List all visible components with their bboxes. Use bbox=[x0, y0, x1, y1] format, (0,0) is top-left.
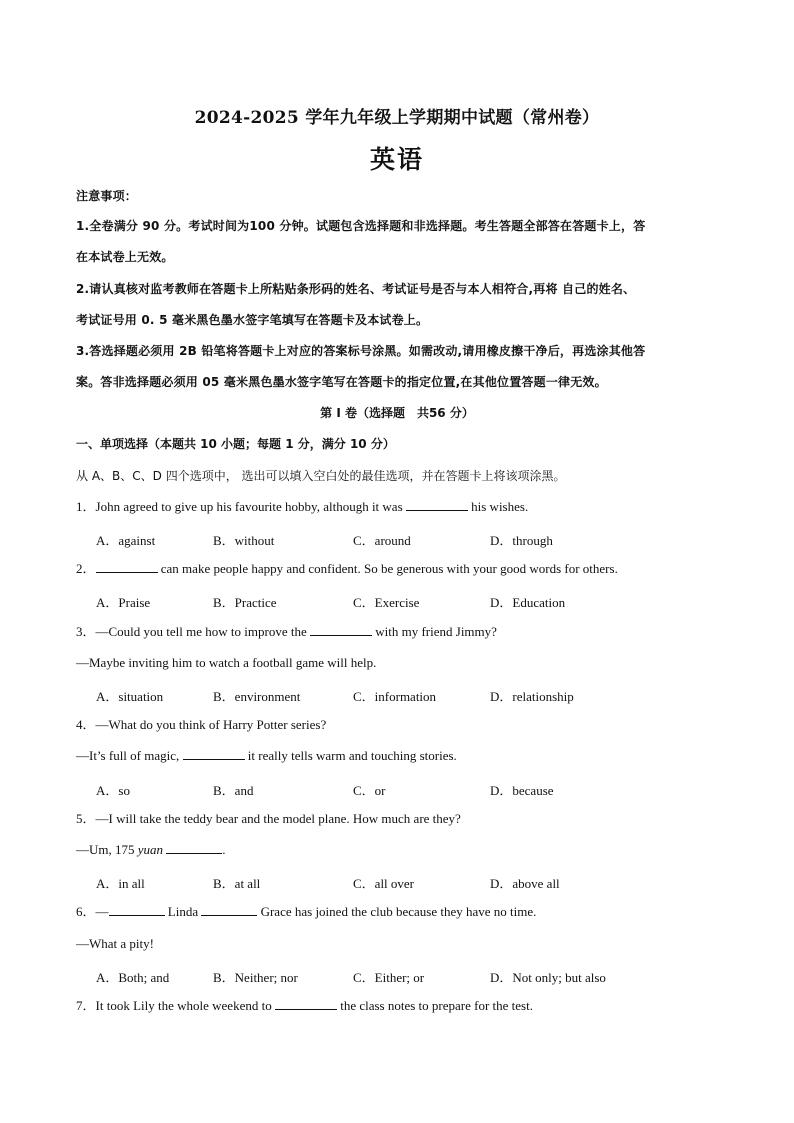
answer-blank bbox=[183, 748, 245, 760]
option-d: D．through bbox=[490, 533, 553, 548]
question-5 bbox=[76, 811, 726, 827]
question-number: 3． bbox=[76, 624, 96, 639]
option-a: A．situation bbox=[96, 689, 164, 704]
option-c: C．Exercise bbox=[353, 595, 420, 610]
question-text: —Could you tell me how to improve the bbox=[95, 624, 310, 639]
dialogue-line bbox=[76, 842, 726, 858]
notice-line: 考试证号用 0. 5 毫米黑色墨水签字笔填写在答题卡及本试卷上。 bbox=[76, 313, 429, 327]
question-text: —I will take the teddy bear and the model plane. How much are they? bbox=[95, 811, 461, 826]
option-d: D．because bbox=[490, 783, 554, 798]
question-text: the class notes to prepare for the test. bbox=[336, 998, 533, 1013]
question-text: It took Lily the whole weekend to bbox=[95, 998, 275, 1013]
notice-line: 1.全卷满分 90 分。考试时间为100 分钟。试题包含选择题和非选择题。考生答题全部答在答题卡上，答 bbox=[76, 219, 646, 233]
question-2 bbox=[76, 561, 726, 577]
question-7 bbox=[76, 998, 726, 1014]
option-a: A．Both; and bbox=[96, 970, 170, 985]
question-3 bbox=[76, 624, 726, 640]
answer-blank bbox=[109, 904, 165, 916]
option-b: B．Practice bbox=[213, 595, 277, 610]
option-d: D．relationship bbox=[490, 689, 574, 704]
question-text: —Um, 175 bbox=[76, 842, 138, 857]
exam-title: 2024-2025 学年九年级上学期期中试题（常州卷） bbox=[194, 108, 600, 128]
question-text: —It’s full of magic, bbox=[76, 748, 183, 763]
question-text: can make people happy and confident. So be generous with your good words for others. bbox=[157, 561, 618, 576]
question-text: Linda bbox=[164, 904, 202, 919]
answer-blank bbox=[166, 842, 222, 854]
option-d: D．above all bbox=[490, 876, 560, 891]
notice-line: 3.答选择题必须用 2B 铅笔将答题卡上对应的答案标号涂黑。如需改动,请用橡皮擦干净后，再选涂其他答 bbox=[76, 344, 646, 358]
question-text: it really tells warm and touching stories. bbox=[244, 748, 457, 763]
option-b: B．Neither; nor bbox=[213, 970, 298, 985]
question-text: Grace has joined the club because they have no time. bbox=[257, 904, 537, 919]
notice-heading: 注意事项： bbox=[76, 189, 138, 203]
option-a: A．against bbox=[96, 533, 156, 548]
option-b: B．and bbox=[213, 783, 254, 798]
option-a: A．Praise bbox=[96, 595, 151, 610]
question-text: —What do you think of Harry Potter series? bbox=[95, 717, 327, 732]
option-c: C．around bbox=[353, 533, 411, 548]
option-c: C．or bbox=[353, 783, 386, 798]
subject-title: 英语 bbox=[369, 145, 424, 174]
option-c: C．all over bbox=[353, 876, 415, 891]
question-number: 6． bbox=[76, 904, 96, 919]
question-6 bbox=[76, 904, 726, 920]
option-a: A．so bbox=[96, 783, 130, 798]
option-b: B．at all bbox=[213, 876, 261, 891]
question-4 bbox=[76, 717, 726, 733]
option-b: B．environment bbox=[213, 689, 301, 704]
question-text: — bbox=[95, 904, 109, 919]
question-text: . bbox=[222, 842, 226, 857]
dialogue-line bbox=[76, 748, 726, 764]
question-1 bbox=[76, 499, 726, 515]
question-number: 4． bbox=[76, 717, 96, 732]
option-c: C．Either; or bbox=[353, 970, 425, 985]
answer-blank bbox=[406, 499, 468, 511]
question-number: 1． bbox=[76, 499, 96, 514]
part-title: 一、单项选择（本题共 10 小题；每题 1 分，满分 10 分） bbox=[76, 437, 395, 451]
answer-blank bbox=[96, 561, 158, 573]
dialogue-line: —Maybe inviting him to watch a football game will help. bbox=[76, 655, 377, 670]
section-title: 第 I 卷（选择题 共56 分） bbox=[320, 406, 474, 420]
question-number: 2． bbox=[76, 561, 96, 576]
question-text: his wishes. bbox=[467, 499, 529, 514]
currency-word: yuan bbox=[137, 842, 164, 857]
option-d: D．Not only; but also bbox=[490, 970, 606, 985]
question-number: 5． bbox=[76, 811, 96, 826]
part-instruction: 从 A、B、C、D 四个选项中， 选出可以填入空白处的最佳选项，并在答题卡上将该项涂黑。 bbox=[76, 469, 566, 483]
option-c: C．information bbox=[353, 689, 437, 704]
question-number: 7． bbox=[76, 998, 96, 1013]
notice-line: 2.请认真核对监考教师在答题卡上所粘贴条形码的姓名、考试证号是否与本人相符合,再将 自己的姓名、 bbox=[76, 282, 636, 296]
answer-blank bbox=[310, 624, 372, 636]
question-text: John agreed to give up his favourite hobby, although it was bbox=[95, 499, 406, 514]
question-text: with my friend Jimmy? bbox=[372, 624, 497, 639]
answer-blank bbox=[275, 998, 337, 1010]
notice-line: 在本试卷上无效。 bbox=[76, 250, 174, 264]
answer-blank bbox=[201, 904, 257, 916]
option-d: D．Education bbox=[490, 595, 566, 610]
option-a: A．in all bbox=[96, 876, 145, 891]
dialogue-line: —What a pity! bbox=[76, 936, 154, 951]
option-b: B．without bbox=[213, 533, 275, 548]
notice-line: 案。答非选择题必须用 05 毫米黑色墨水签字笔写在答题卡的指定位置,在其他位置答题一律无效。 bbox=[76, 375, 607, 389]
